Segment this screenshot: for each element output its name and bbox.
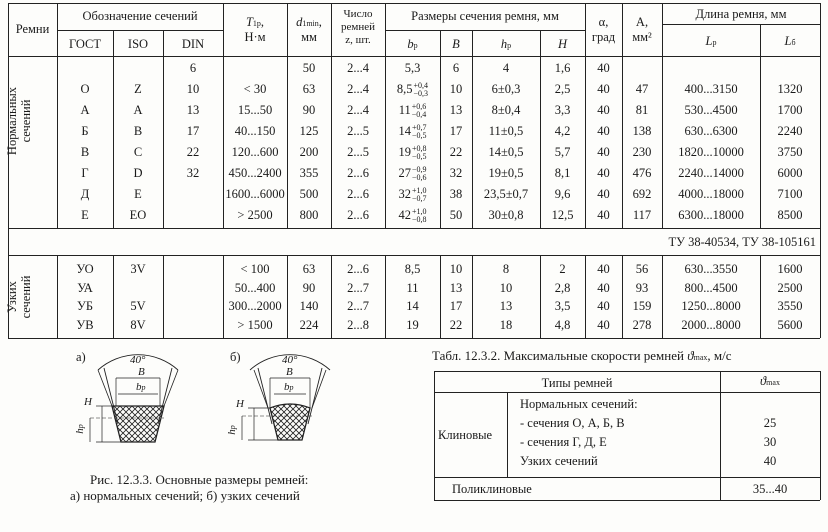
- figure-b-bp: bр: [284, 381, 294, 393]
- normal-row-3-iso: B: [133, 124, 143, 138]
- narrow-row-2-Lp: 1250...8000: [681, 299, 741, 313]
- normal-row-7-hp: 30±0,8: [488, 208, 524, 222]
- normal-row-2-Lb: 1700: [777, 103, 803, 117]
- header-count-l1: Число: [343, 8, 373, 20]
- narrow-row-1-t: 50...400: [234, 280, 276, 295]
- normal-row-4-alpha: 40: [597, 145, 610, 159]
- normal-row-0-B: 6: [452, 61, 460, 75]
- normal-row-4-t: 120...600: [231, 145, 279, 159]
- narrow-row-3-t: > 1500: [237, 317, 273, 332]
- normal-row-3-hp: 11±0,5: [488, 124, 524, 138]
- narrow-row-3-alpha: 40: [597, 317, 610, 332]
- narrow-row-3-d: 224: [299, 317, 319, 332]
- narrow-row-0-d: 63: [302, 262, 316, 276]
- normal-row-5-A: 476: [632, 166, 652, 180]
- narrow-row-1-alpha: 40: [597, 280, 610, 295]
- narrow-row-2-z: 2...7: [347, 299, 369, 313]
- normal-row-7-B: 50: [449, 208, 463, 222]
- header-dims: Размеры сечения ремня, мм: [411, 9, 559, 23]
- normal-row-3-Lp: 630...6300: [684, 124, 738, 138]
- narrow-row-0-iso: 3V: [130, 262, 146, 276]
- group-label-narrow-1: Узких: [5, 281, 19, 313]
- normal-row-1-z: 2...4: [347, 82, 369, 96]
- narrow-row-3-A: 278: [632, 317, 652, 332]
- header-alpha: α,: [598, 15, 609, 29]
- figure-a-angle: 40°: [130, 354, 146, 366]
- table2-wedge-item-2: - сечения Г, Д, Е: [520, 435, 607, 449]
- narrow-row-2-B: 17: [449, 299, 463, 313]
- normal-row-3-d: 125: [299, 124, 319, 138]
- normal-row-1-t: < 30: [243, 82, 267, 96]
- figure-b-H: H: [236, 398, 244, 410]
- table2-wedge-item-0: Нормальных сечений:: [520, 397, 638, 411]
- header-Lp: Lр: [705, 34, 717, 48]
- narrow-row-1-gost: УА: [77, 280, 93, 295]
- header-count-l2: ремней: [341, 21, 375, 33]
- normal-row-6-t: 1600...6000: [225, 187, 285, 201]
- figure-a-hp: hр: [73, 424, 86, 434]
- normal-row-6-d: 500: [299, 187, 319, 201]
- figure-a-bp: bр: [136, 381, 146, 393]
- narrow-row-1-A: 93: [635, 280, 649, 295]
- normal-row-4-bp: 19 +0,8 −0,5: [398, 144, 427, 162]
- normal-row-6-bp: 32 +1,0 −0,7: [398, 186, 427, 204]
- normal-row-0-bp: 5,3: [404, 61, 421, 75]
- header-count-l3: z, шт.: [345, 34, 371, 46]
- figure-a-H: H: [84, 396, 92, 408]
- normal-row-2-hp: 8±0,4: [491, 103, 521, 117]
- normal-row-1-alpha: 40: [597, 82, 610, 96]
- header-H: H: [557, 37, 568, 51]
- normal-row-5-H: 8,1: [554, 166, 571, 180]
- header-alpha-unit: град: [591, 30, 616, 44]
- figure-caption-line2: а) нормальных сечений; б) узких сечений: [70, 488, 300, 503]
- normal-row-2-bp: 11 +0,6 −0,4: [398, 102, 427, 120]
- normal-row-1-H: 2,5: [554, 82, 571, 96]
- table2-wedge-value-1: 25: [763, 416, 777, 430]
- header-length: Длина ремня, мм: [695, 7, 787, 21]
- normal-row-2-H: 3,3: [554, 103, 571, 117]
- figure-label-b: б): [230, 350, 241, 364]
- normal-row-0-din: 6: [189, 61, 197, 75]
- group-label-normal-1: Нормальных: [5, 86, 19, 156]
- normal-row-5-t: 450...2400: [228, 166, 282, 180]
- normal-row-7-Lp: 6300...18000: [678, 208, 744, 222]
- normal-row-4-hp: 14±0,5: [488, 145, 524, 159]
- normal-row-5-din: 32: [186, 166, 200, 180]
- narrow-row-1-z: 2...7: [347, 280, 369, 295]
- normal-row-5-alpha: 40: [597, 166, 610, 180]
- header-t1p-unit: Н·м: [244, 30, 266, 44]
- normal-row-1-gost: О: [80, 82, 90, 96]
- narrow-row-2-t: 300...2000: [228, 299, 282, 313]
- narrow-row-3-H: 4,8: [554, 317, 571, 332]
- narrow-row-2-H: 3,5: [554, 299, 571, 313]
- normal-row-4-H: 5,7: [554, 145, 571, 159]
- narrow-row-0-Lb: 1600: [777, 262, 803, 276]
- table2-wedge-value-3: 40: [763, 454, 777, 468]
- normal-row-6-H: 9,6: [554, 187, 571, 201]
- normal-row-2-t: 15...50: [237, 103, 273, 117]
- header-A-unit: мм²: [632, 30, 652, 44]
- normal-row-4-d: 200: [299, 145, 319, 159]
- normal-row-4-iso: C: [133, 145, 143, 159]
- normal-row-6-Lp: 4000...18000: [678, 187, 744, 201]
- table2-header-types: Типы ремней: [541, 376, 613, 390]
- narrow-row-3-gost: УВ: [76, 317, 94, 332]
- normal-row-6-z: 2...6: [347, 187, 369, 201]
- normal-row-1-bp: 8,5 +0,4 −0,3: [396, 81, 429, 99]
- figure-a-B: B: [138, 366, 145, 378]
- normal-row-6-hp: 23,5±0,7: [483, 187, 529, 201]
- normal-row-5-z: 2...6: [347, 166, 369, 180]
- narrow-row-0-A: 56: [635, 262, 649, 276]
- normal-row-2-gost: А: [80, 103, 90, 117]
- narrow-row-3-iso: 8V: [130, 317, 146, 332]
- normal-row-7-H: 12,5: [551, 208, 574, 222]
- narrow-row-3-z: 2...8: [347, 317, 369, 332]
- figure-label-a: а): [76, 350, 86, 364]
- narrow-row-2-alpha: 40: [597, 299, 610, 313]
- normal-row-6-alpha: 40: [597, 187, 610, 201]
- normal-row-3-z: 2...5: [347, 124, 369, 138]
- header-belts: Ремни: [15, 22, 50, 36]
- normal-row-2-Lp: 530...4500: [684, 103, 738, 117]
- normal-row-3-gost: Б: [81, 124, 89, 138]
- table2-wedge-item-3: Узких сечений: [520, 454, 598, 468]
- normal-row-4-gost: В: [80, 145, 90, 159]
- narrow-row-2-d: 140: [299, 299, 319, 313]
- normal-row-3-din: 17: [186, 124, 200, 138]
- normal-row-4-B: 22: [449, 145, 463, 159]
- table2-poly-label: Поликлиновые: [452, 482, 532, 496]
- narrow-row-0-t: < 100: [240, 262, 270, 276]
- narrow-row-1-Lb: 2500: [777, 280, 803, 295]
- normal-row-7-Lb: 8500: [777, 208, 803, 222]
- header-gost: ГОСТ: [68, 37, 102, 51]
- normal-row-1-iso: Z: [134, 82, 142, 96]
- section-normal-diagram: [90, 355, 178, 442]
- header-din: DIN: [181, 37, 205, 51]
- narrow-row-3-Lb: 5600: [777, 317, 803, 332]
- group-label-normal-2: сечений: [19, 99, 33, 143]
- normal-row-7-gost: Е: [81, 208, 89, 222]
- narrow-row-0-gost: УО: [76, 262, 94, 276]
- normal-row-3-alpha: 40: [597, 124, 610, 138]
- figure-b-angle: 40°: [282, 354, 298, 366]
- normal-row-5-hp: 19±0,5: [488, 166, 524, 180]
- normal-row-0-d: 50: [302, 61, 316, 75]
- figure-b-B: B: [286, 366, 293, 378]
- header-B: B: [452, 37, 460, 51]
- header-hp: hр: [500, 37, 512, 51]
- normal-row-4-A: 230: [632, 145, 652, 159]
- normal-row-2-d: 90: [302, 103, 316, 117]
- normal-row-2-A: 81: [635, 103, 649, 117]
- narrow-row-3-B: 22: [449, 317, 463, 332]
- narrow-row-1-Lp: 800...4500: [684, 280, 738, 295]
- normal-row-4-din: 22: [186, 145, 200, 159]
- normal-row-6-gost: Д: [80, 187, 90, 201]
- normal-row-0-H: 1,6: [554, 61, 571, 75]
- normal-row-1-d: 63: [302, 82, 316, 96]
- narrow-row-2-Lb: 3550: [777, 299, 803, 313]
- normal-row-0-alpha: 40: [597, 61, 610, 75]
- narrow-row-2-bp: 14: [406, 299, 419, 313]
- normal-row-4-Lb: 3750: [777, 145, 803, 159]
- header-bp: bр: [407, 37, 418, 51]
- normal-row-0-hp: 4: [502, 61, 510, 75]
- normal-row-1-B: 10: [449, 82, 463, 96]
- normal-row-1-din: 10: [186, 82, 200, 96]
- normal-row-6-B: 38: [449, 187, 463, 201]
- normal-row-3-t: 40...150: [234, 124, 276, 138]
- normal-row-5-B: 32: [449, 166, 463, 180]
- normal-row-1-Lp: 400...3150: [684, 82, 738, 96]
- narrow-row-2-hp: 13: [499, 299, 513, 313]
- normal-row-2-alpha: 40: [597, 103, 610, 117]
- normal-row-3-B: 17: [449, 124, 463, 138]
- narrow-row-1-B: 13: [449, 280, 463, 295]
- narrow-row-0-z: 2...6: [347, 262, 369, 276]
- normal-row-5-d: 355: [299, 166, 319, 180]
- normal-row-7-A: 117: [632, 208, 652, 222]
- normal-row-4-Lp: 1820...10000: [678, 145, 744, 159]
- narrow-row-3-bp: 19: [406, 317, 419, 332]
- narrow-row-1-H: 2,8: [554, 280, 571, 295]
- figure-caption-line1: Рис. 12.3.3. Основные размеры ремней:: [90, 472, 309, 487]
- header-d1min: d1min,: [296, 15, 322, 29]
- narrow-row-1-bp: 11: [406, 280, 419, 295]
- normal-row-3-A: 138: [632, 124, 652, 138]
- narrow-row-3-hp: 18: [499, 317, 513, 332]
- normal-row-7-d: 800: [299, 208, 319, 222]
- normal-row-6-Lb: 7100: [777, 187, 803, 201]
- narrow-row-2-iso: 5V: [130, 299, 146, 313]
- normal-row-4-z: 2...5: [347, 145, 369, 159]
- normal-row-6-A: 692: [632, 187, 652, 201]
- header-A: A,: [635, 15, 649, 29]
- table2-wedge-value-2: 30: [763, 435, 777, 449]
- table2-wedge-label: Клиновые: [438, 428, 493, 442]
- normal-row-7-iso: EO: [129, 208, 147, 222]
- header-Lb: Lб: [784, 34, 796, 48]
- narrow-row-2-A: 159: [632, 299, 652, 313]
- normal-row-5-Lb: 6000: [777, 166, 803, 180]
- narrow-row-3-Lp: 2000...8000: [681, 317, 741, 332]
- narrow-row-1-d: 90: [302, 280, 316, 295]
- normal-row-7-bp: 42 +1,0 −0,8: [398, 207, 427, 225]
- normal-row-6-iso: E: [134, 187, 142, 201]
- normal-row-7-t: > 2500: [237, 208, 273, 222]
- table2-header-vmax: ϑmax: [760, 374, 780, 388]
- normal-row-1-A: 47: [635, 82, 649, 96]
- narrow-row-1-hp: 10: [499, 280, 513, 295]
- narrow-row-0-H: 2: [559, 262, 566, 276]
- normal-row-1-hp: 6±0,3: [491, 82, 521, 96]
- spec-note: ТУ 38-40534, ТУ 38-105161: [668, 235, 816, 249]
- normal-row-7-z: 2...6: [347, 208, 369, 222]
- normal-row-5-bp: 27 −0,9 −0,6: [398, 165, 427, 183]
- normal-row-2-B: 13: [449, 103, 463, 117]
- narrow-row-2-gost: УБ: [76, 299, 94, 313]
- narrow-row-0-Lp: 630...3550: [684, 262, 738, 276]
- normal-row-1-Lb: 1320: [777, 82, 803, 96]
- header-designation: Обозначение сечений: [82, 9, 198, 23]
- normal-row-5-Lp: 2240...14000: [678, 166, 744, 180]
- normal-row-3-H: 4,2: [554, 124, 571, 138]
- normal-row-2-z: 2...4: [347, 103, 369, 117]
- normal-row-3-Lb: 2240: [777, 124, 803, 138]
- normal-row-5-iso: D: [133, 166, 143, 180]
- normal-row-0-z: 2...4: [347, 61, 369, 75]
- header-iso: ISO: [127, 37, 149, 51]
- group-label-narrow-2: сечений: [19, 275, 33, 319]
- narrow-row-0-B: 10: [449, 262, 463, 276]
- header-t1p: T1p,: [245, 15, 265, 29]
- normal-row-7-alpha: 40: [597, 208, 610, 222]
- normal-row-2-din: 13: [186, 103, 200, 117]
- normal-row-3-bp: 14 +0,7 −0,5: [398, 123, 427, 141]
- belt-diagram-svg: [60, 346, 400, 466]
- narrow-row-0-bp: 8,5: [404, 262, 421, 276]
- header-d1min-unit: мм: [301, 30, 317, 44]
- narrow-row-0-alpha: 40: [597, 262, 610, 276]
- normal-row-2-iso: A: [133, 103, 143, 117]
- normal-row-5-gost: Г: [81, 166, 89, 180]
- figure-b-hp: hр: [225, 425, 238, 435]
- table2-title: Табл. 12.3.2. Максимальные скорости ремней ϑmax, м/с: [432, 348, 732, 363]
- narrow-row-0-hp: 8: [502, 262, 510, 276]
- table2-wedge-item-1: - сечения О, А, Б, В: [520, 416, 625, 430]
- table2-poly-value: 35...40: [752, 482, 788, 496]
